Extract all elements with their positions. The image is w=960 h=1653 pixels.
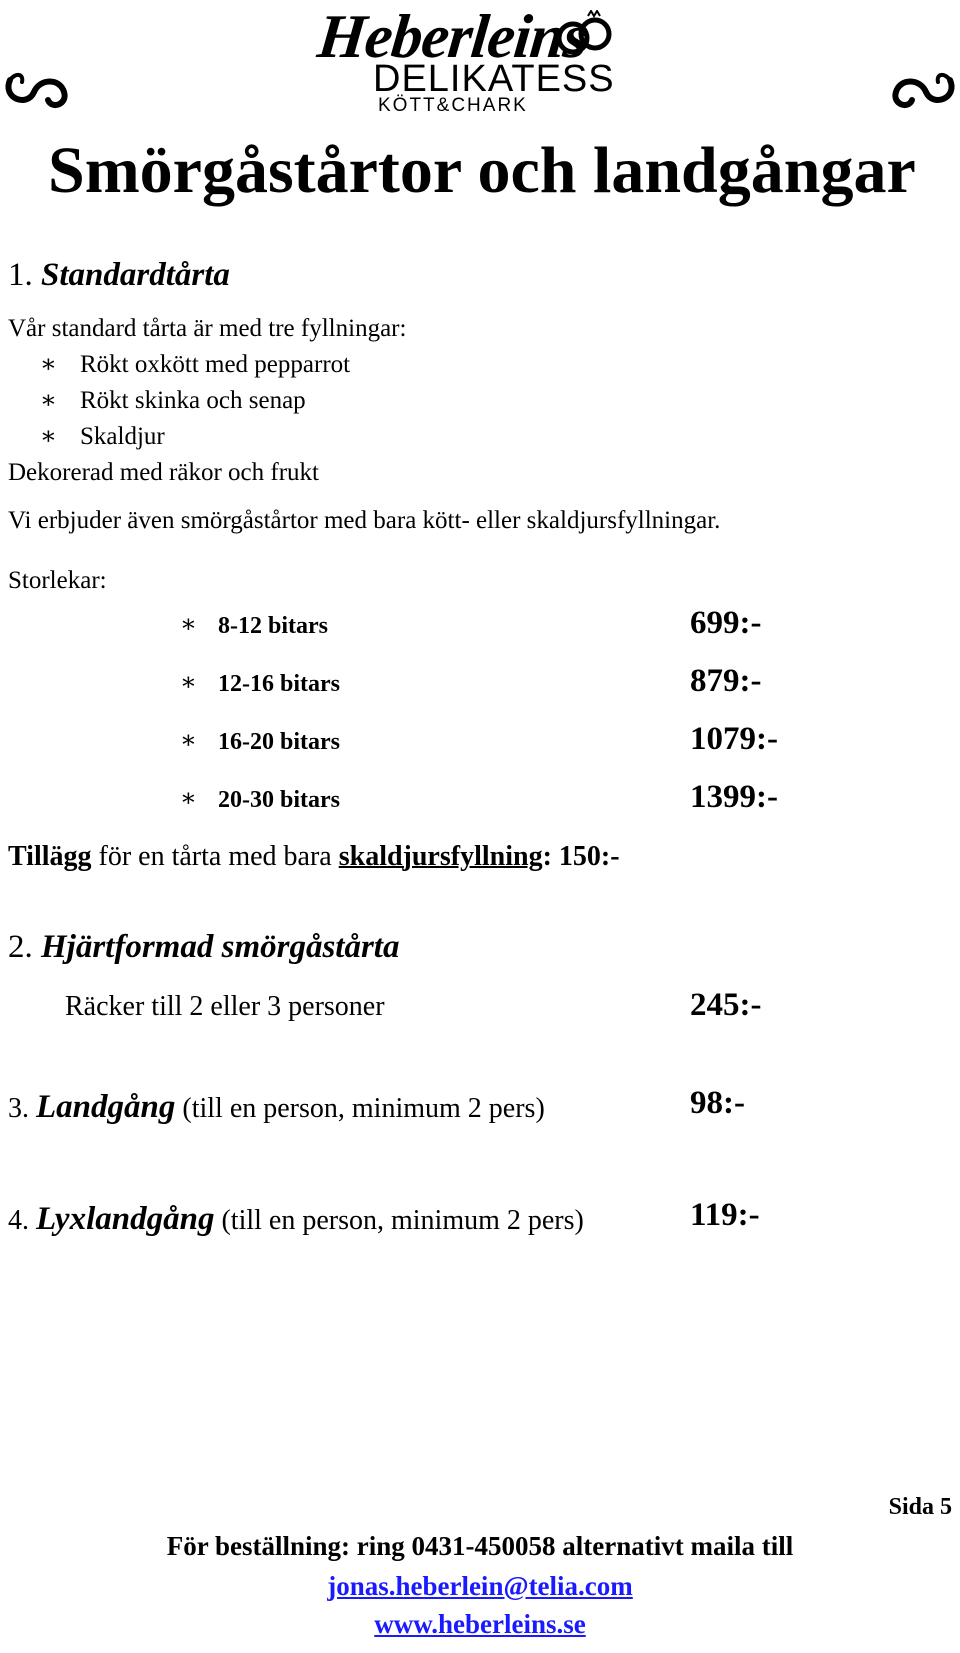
section-1-number: 1. [8,257,33,293]
section-2-title: Hjärtformad smörgåstårta [41,929,400,965]
order-text: För beställning: ring 0431-450058 alternativt maila till [166,1531,794,1561]
email-link[interactable]: jonas.heberlein@telia.com [327,1571,633,1601]
filling-item: Rökt oxkött med pepparrot [80,351,351,378]
section-2-heading [8,928,399,968]
section-2-price: 245:- [690,987,762,1023]
asterisk-bullet-icon: ∗ [180,785,197,812]
website-line [0,1608,960,1640]
section-3-price: 98:- [690,1085,745,1121]
page-title: Smörgåstårtor och landgångar [48,134,916,207]
section-4-price: 119:- [690,1197,760,1233]
section-4-title: Lyxlandgång [36,1201,215,1237]
asterisk-bullet-icon: ∗ [180,669,197,696]
section-4-line [8,1200,584,1240]
filling-item: Skaldjur [80,423,165,450]
scroll-ornament-right-icon [888,68,958,116]
sizes-label: Storlekar: [8,567,107,594]
logo-tagline: KÖTT&CHARK [378,95,528,116]
asterisk-bullet-icon: ∗ [180,611,197,638]
section-1-title: Standardtårta [41,257,230,293]
section-4-number: 4. [8,1205,29,1236]
size-price: 1399:- [690,779,778,815]
section-3-number: 3. [8,1093,29,1124]
addon-price: 150:- [558,841,620,872]
asterisk-bullet-icon: ∗ [40,351,57,378]
website-link[interactable]: www.heberleins.se [374,1609,586,1639]
section-3-line [8,1088,545,1128]
size-label: 16-20 bitars [218,729,340,755]
addon-line [8,840,620,874]
decoration-text: Dekorerad med räkor och frukt [8,459,319,486]
size-label: 20-30 bitars [218,787,340,813]
addon-bold: Tillägg [8,841,92,872]
addon-underlined: skaldjursfyllning [338,841,543,872]
asterisk-bullet-icon: ∗ [40,423,57,450]
section-3-title: Landgång [36,1089,176,1125]
filling-item: Rökt skinka och senap [80,387,306,414]
logo-script-text: Heberleins [314,3,591,71]
section-4-detail: (till en person, minimum 2 pers) [221,1205,584,1236]
asterisk-bullet-icon: ∗ [180,727,197,754]
section-2-serves: Räcker till 2 eller 3 personer [65,991,385,1022]
wedding-rings-logo-icon [555,10,615,60]
section-1-intro: Vår standard tårta är med tre fyllningar: [8,315,407,342]
email-line [0,1570,960,1602]
addon-colon: : [542,841,552,872]
also-offer-text: Vi erbjuder även smörgåstårtor med bara kött- eller skaldjursfyllningar. [8,507,721,534]
size-price: 1079:- [690,721,778,757]
logo-name: DELIKATESS [373,58,615,100]
size-price: 699:- [690,605,762,641]
page-number: Sida 5 [888,1494,952,1520]
scroll-ornament-left-icon [2,68,72,116]
asterisk-bullet-icon: ∗ [40,387,57,414]
section-2-number: 2. [8,929,33,965]
section-3-detail: (till en person, minimum 2 pers) [182,1093,545,1124]
size-price: 879:- [690,663,762,699]
size-label: 8-12 bitars [218,613,328,639]
size-label: 12-16 bitars [218,671,340,697]
section-1-heading [8,256,230,296]
addon-text: för en tårta med bara [98,841,332,872]
